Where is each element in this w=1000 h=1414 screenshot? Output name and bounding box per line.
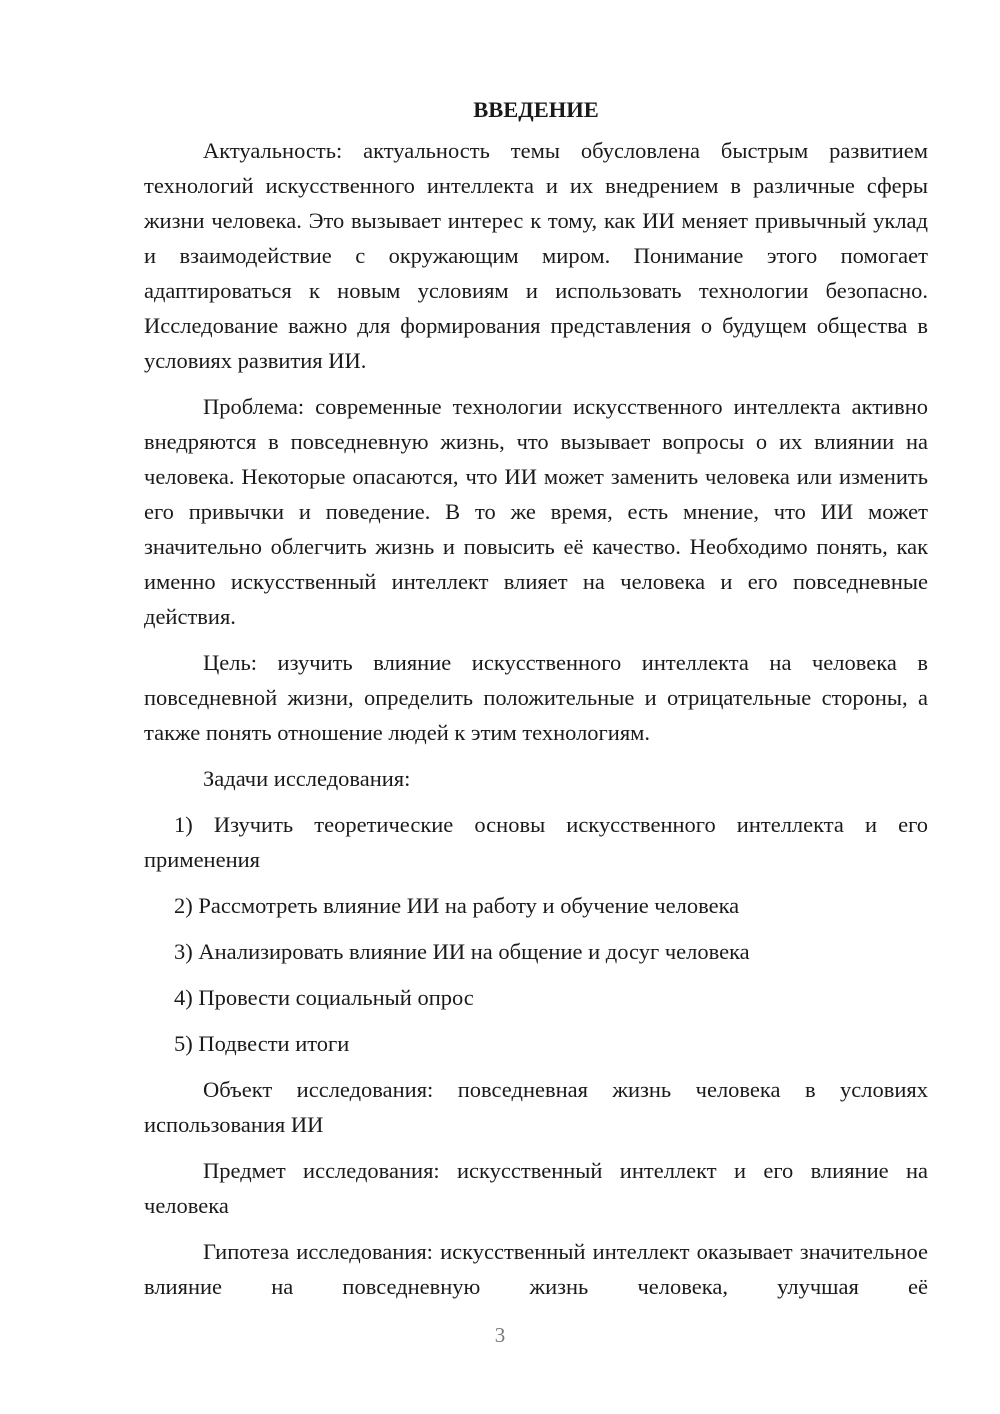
goal-paragraph: Цель: изучить влияние искусственного интеллекта на человека в повседневной жизни, определить положительные и отрицательные стороны, а также понять отношение людей к этим технологиям. (144, 650, 928, 745)
task-item-5: 5) Подвести итоги (174, 1031, 350, 1056)
relevance-paragraph: Актуальность: актуальность темы обусловлена быстрым развитием технологий искусственного интеллекта и их внедрением в различные сферы жизни человека. Это вызывает интерес к тому, как ИИ меняет привычный уклад и взаимодействие с окружающим миром. Понимание этого помогает адаптироваться к новым условиям и использовать технологии безопасно. Исследование важно для формирования представления о будущем общества в условиях развития ИИ. (144, 138, 928, 373)
problem-paragraph: Проблема: современные технологии искусственного интеллекта активно внедряются в повседневную жизнь, что вызывает вопросы о их влиянии на человека. Некоторые опасаются, что ИИ может заменить человека или изменить его привычки и поведение. В то же время, есть мнение, что ИИ может значительно облегчить жизнь и повысить её качество. Необходимо понять, как именно искусственный интеллект влияет на человека и его повседневные действия. (144, 394, 928, 629)
hypothesis-paragraph: Гипотеза исследования: искусственный интеллект оказывает значительное влияние на повседневную жизнь человека, улучшая её (144, 1239, 928, 1299)
tasks-heading: Задачи исследования: (203, 766, 411, 791)
page-content (144, 92, 928, 1304)
task-item-4: 4) Провести социальный опрос (174, 985, 474, 1010)
task-item-2: 2) Рассмотреть влияние ИИ на работу и обучение человека (174, 893, 740, 918)
subject-paragraph: Предмет исследования: искусственный интеллект и его влияние на человека (144, 1158, 928, 1218)
task-item-3: 3) Анализировать влияние ИИ на общение и досуг человека (174, 939, 750, 964)
task-item-1: 1) Изучить теоретические основы искусственного интеллекта и его применения (144, 812, 928, 872)
page-number: 3 (494, 1323, 506, 1347)
object-paragraph: Объект исследования: повседневная жизнь человека в условиях использования ИИ (144, 1077, 928, 1137)
page-title: ВВЕДЕНИЕ (473, 97, 599, 122)
